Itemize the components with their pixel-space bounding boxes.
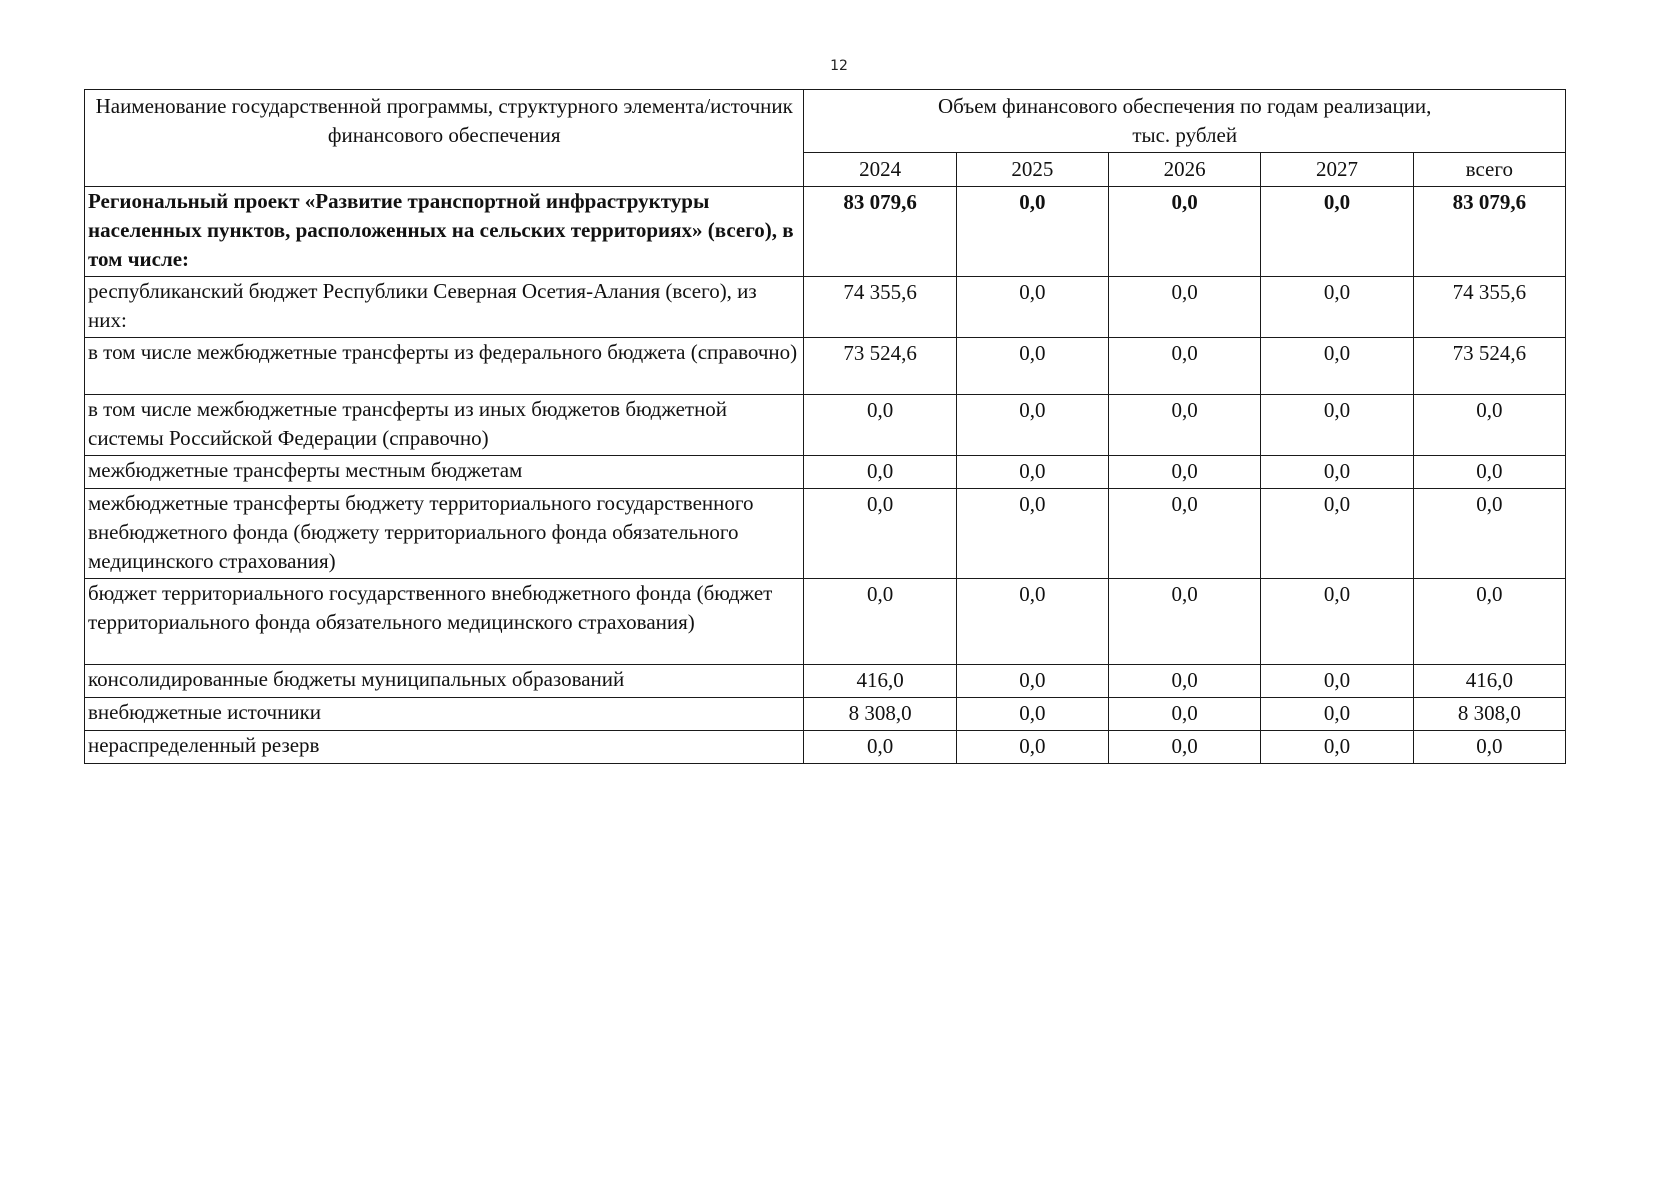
financing-table (84, 89, 1566, 764)
row-value-cell: 0,0 (1413, 395, 1565, 456)
row-value-cell: 0,0 (1261, 338, 1413, 395)
row-value-cell: 0,0 (1261, 395, 1413, 456)
row-value-cell: 0,0 (1261, 277, 1413, 338)
table-row (85, 456, 1566, 489)
row-value-cell: 0,0 (1261, 698, 1413, 731)
row-value-cell: 0,0 (1261, 187, 1413, 277)
row-value-cell: 73 524,6 (804, 338, 956, 395)
row-value-cell: 0,0 (1109, 395, 1261, 456)
table-row (85, 665, 1566, 698)
row-value-cell: 0,0 (1109, 277, 1261, 338)
header-financing-volume-line2: тыс. рублей (1132, 123, 1238, 147)
row-value-cell: 83 079,6 (1413, 187, 1565, 277)
row-value-cell: 0,0 (804, 395, 956, 456)
table-row (85, 187, 1566, 277)
row-value-cell: 0,0 (1413, 731, 1565, 764)
row-value-cell: 0,0 (804, 456, 956, 489)
header-year-2027: 2027 (1261, 153, 1413, 187)
table-header-row (85, 90, 1566, 153)
row-value-cell: 0,0 (804, 489, 956, 579)
row-value-cell: 0,0 (956, 698, 1108, 731)
table-row (85, 338, 1566, 395)
header-year-2024: 2024 (804, 153, 956, 187)
row-value-cell: 0,0 (1261, 489, 1413, 579)
row-value-cell: 0,0 (1109, 338, 1261, 395)
header-financing-volume-line1: Объем финансового обеспечения по годам реализации, (938, 94, 1432, 118)
row-value-cell: 0,0 (956, 187, 1108, 277)
header-total: всего (1413, 153, 1565, 187)
row-value-cell: 0,0 (1109, 579, 1261, 665)
row-value-cell: 0,0 (1109, 187, 1261, 277)
row-value-cell: 0,0 (1109, 731, 1261, 764)
header-year-2026: 2026 (1109, 153, 1261, 187)
row-value-cell: 0,0 (1109, 456, 1261, 489)
row-value-cell: 0,0 (1109, 489, 1261, 579)
header-financing-volume (804, 90, 1566, 153)
row-value-cell: 0,0 (1261, 579, 1413, 665)
row-name-cell: межбюджетные трансферты бюджету территориального государственного внебюджетного фонда (бюджету территориального фонда обязательного медицинского страхования) (85, 489, 804, 579)
table-row (85, 698, 1566, 731)
row-name-cell: бюджет территориального государственного внебюджетного фонда (бюджет территориального фонда обязательного медицинского страхования) (85, 579, 804, 665)
header-program-name: Наименование государственной программы, структурного элемента/источник финансового обеспечения (85, 90, 804, 187)
row-value-cell: 8 308,0 (804, 698, 956, 731)
row-value-cell: 0,0 (956, 489, 1108, 579)
row-value-cell: 0,0 (956, 579, 1108, 665)
row-value-cell: 0,0 (956, 665, 1108, 698)
row-value-cell: 0,0 (956, 277, 1108, 338)
row-value-cell: 0,0 (804, 579, 956, 665)
row-value-cell: 0,0 (1413, 489, 1565, 579)
row-name-cell: Региональный проект «Развитие транспортной инфраструктуры населенных пунктов, расположенных на сельских территориях» (всего), в том числе: (85, 187, 804, 277)
table-row (85, 731, 1566, 764)
table-row (85, 277, 1566, 338)
row-value-cell: 416,0 (1413, 665, 1565, 698)
row-value-cell: 0,0 (1261, 665, 1413, 698)
row-name-cell: в том числе межбюджетные трансферты из федерального бюджета (справочно) (85, 338, 804, 395)
row-name-cell: межбюджетные трансферты местным бюджетам (85, 456, 804, 489)
table-row (85, 395, 1566, 456)
table-body (85, 187, 1566, 764)
header-year-2025: 2025 (956, 153, 1108, 187)
row-name-cell: республиканский бюджет Республики Северная Осетия-Алания (всего), из них: (85, 277, 804, 338)
row-value-cell: 74 355,6 (804, 277, 956, 338)
row-value-cell: 0,0 (1109, 665, 1261, 698)
table-row (85, 579, 1566, 665)
row-value-cell: 0,0 (1413, 579, 1565, 665)
row-value-cell: 0,0 (1261, 731, 1413, 764)
row-value-cell: 0,0 (1261, 456, 1413, 489)
row-value-cell: 0,0 (956, 731, 1108, 764)
row-value-cell: 0,0 (956, 395, 1108, 456)
row-name-cell: в том числе межбюджетные трансферты из иных бюджетов бюджетной системы Российской Федерации (справочно) (85, 395, 804, 456)
row-value-cell: 0,0 (1413, 456, 1565, 489)
table-row (85, 489, 1566, 579)
row-value-cell: 416,0 (804, 665, 956, 698)
row-value-cell: 8 308,0 (1413, 698, 1565, 731)
row-value-cell: 0,0 (1109, 698, 1261, 731)
row-value-cell: 83 079,6 (804, 187, 956, 277)
row-name-cell: консолидированные бюджеты муниципальных образований (85, 665, 804, 698)
row-value-cell: 0,0 (956, 338, 1108, 395)
row-value-cell: 0,0 (804, 731, 956, 764)
page-number: 12 (830, 58, 848, 74)
row-name-cell: внебюджетные источники (85, 698, 804, 731)
row-value-cell: 0,0 (956, 456, 1108, 489)
row-value-cell: 74 355,6 (1413, 277, 1565, 338)
row-value-cell: 73 524,6 (1413, 338, 1565, 395)
row-name-cell: нераспределенный резерв (85, 731, 804, 764)
